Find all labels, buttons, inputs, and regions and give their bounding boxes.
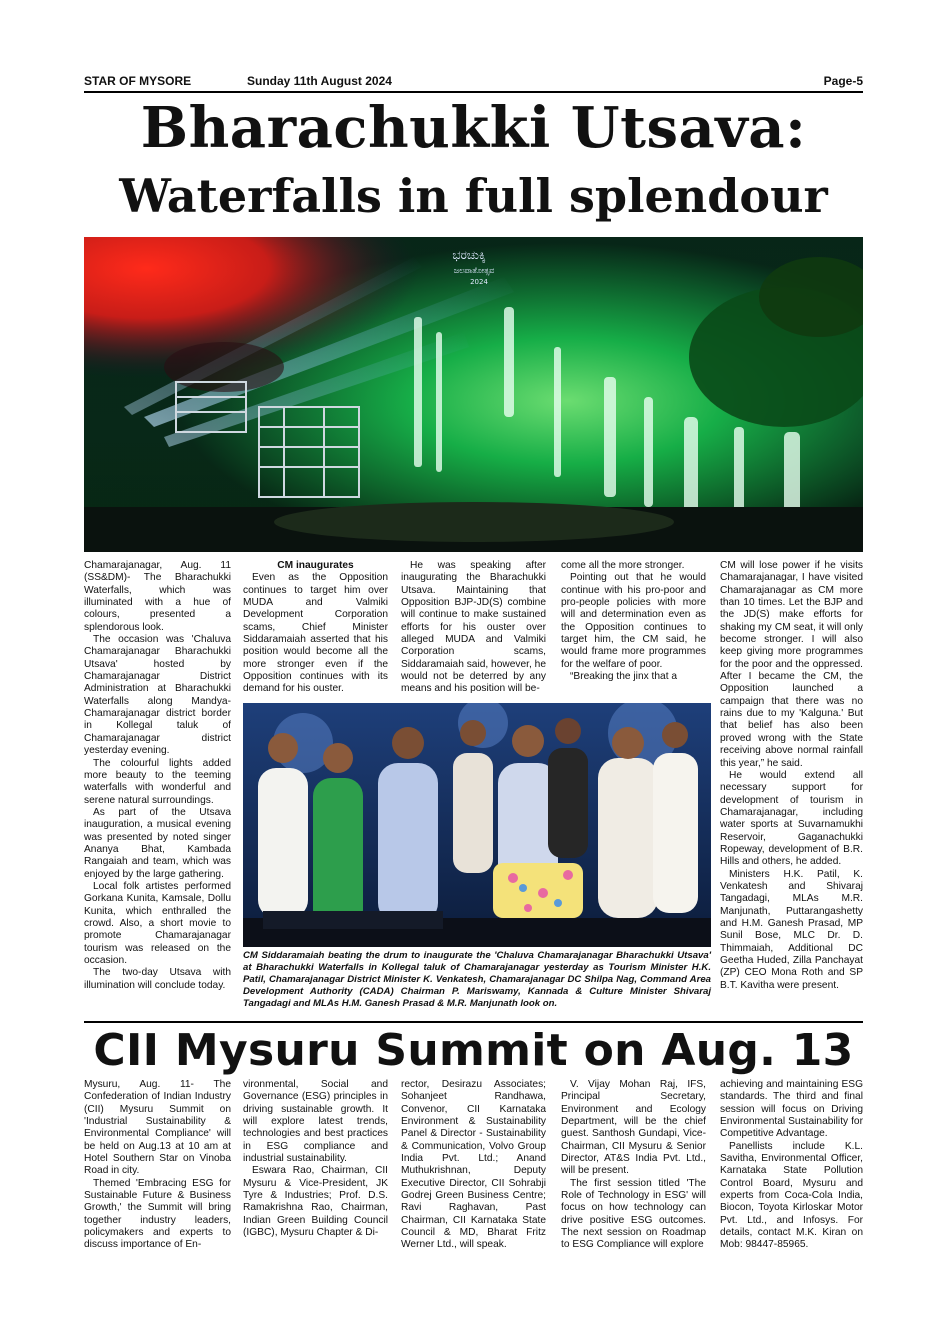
masthead bbox=[84, 74, 863, 90]
subhead-cm-inaugurates: CM inaugurates bbox=[277, 560, 354, 571]
article2-col3: rector, Desirazu Associates; Sohanjeet Randhawa, Convenor, CII Karnataka Environment & Sustainability Panel & Director - Sustainability & Communication, Volvo Group India Pvt. Ltd.; Anand Muthukrishnan, Deputy Executive Director, CII Sohrabji Godrej Green Business Centre; Ravi Raghavan, Past Chairman, CII Karnataka State Council & MD, Bharat Fritz Werner Ltd., will speak. bbox=[401, 1079, 546, 1251]
photo-caption: CM Siddaramaiah beating the drum to inaugurate the 'Chaluva Chamarajanagar Bharachukki Utsava' at Bharachukki Waterfalls in Kollegal taluk of Chamarajanagar yesterday as Tourism Minister H.K. Patil, Chamarajanagar District Minister K. Venkatesh, Chamarajanagar DC Shilpa Nag, Command Area Development Authority (CADA) Chairman P. Mariswamy, Kannada & Culture Minister Shivaraj Tangadagi and MLAs H.M. Ganesh Prasad & M.R. Manjunath look on. bbox=[243, 950, 711, 1010]
banner-subtitle: ಜಲಪಾತೋತ್ಸವ bbox=[453, 266, 495, 275]
section-rule bbox=[84, 1021, 863, 1023]
paper-name: STAR OF MYSORE bbox=[84, 74, 192, 88]
event-photo bbox=[243, 703, 711, 947]
article2-col4: V. Vijay Mohan Raj, IFS, Principal Secretary, Environment and Ecology Department, will be the chief guest. Santhosh Gundapi, Vice-Chairman, CII Mysuru & Senior Director, AT&S India Pvt. Ltd., will be present. The first session titled 'The Role of Technology in ESG' will focus on how technology can drive positive ESG outcomes. The next session on Roadmap to ESG Compliance will explore bbox=[561, 1079, 706, 1251]
waterfall-photo bbox=[84, 237, 863, 552]
article1-col3: He was speaking after inaugurating the Bharachukki Utsava. Maintaining that Opposition BJP-JD(S) combine will continue to make sustained efforts for his ouster over alleged MUDA and Valmiki Corporation scams, Siddaramaiah said, however, he would not be deterred by any means and his position will be- bbox=[401, 560, 546, 695]
issue-date: Sunday 11th August 2024 bbox=[247, 74, 392, 88]
page-number: Page-5 bbox=[823, 74, 863, 88]
article2-col1: Mysuru, Aug. 11- The Confederation of Indian Industry (CII) Mysuru Summit on 'Industrial Sustainability & Environmental Compliance' will be held on Aug.13 at 10 am at Hotel Southern Star on Vinoba Road in city. Themed 'Embracing ESG for Sustainable Future & Business Growth,' the Summit will bring together industry leaders, policymakers and experts to discuss importance of En- bbox=[84, 1079, 231, 1251]
banner-year: 2024 bbox=[470, 278, 488, 286]
masthead-rule bbox=[84, 91, 863, 93]
cii-headline: CII Mysuru Summit on Aug. 13 bbox=[93, 1025, 854, 1076]
main-subheadline: Waterfalls in full splendour bbox=[119, 169, 828, 223]
article1-col4: come all the more stronger. Pointing out that he would continue with his pro-poor and pro-people policies with more will and determination even as the Opposition continues to target him, the CM said, he would frame more programmes for the welfare of poor. “Breaking the jinx that a bbox=[561, 560, 706, 683]
article1-col5: CM will lose power if he visits Chamarajanagar, I have visited Chamarajanagar as CM more than 10 times. Let the BJP and the JD(S) make efforts for shaking my CM seat, it will only become stronger. I will also keep giving more programmes for the poor and the oppressed. After I became the CM, the Opposition launched a campaign that there was no rains due to my 'Kalguna.' But that belief has also been proved wrong with the State receiving above normal rainfall this year,” he said. He would extend all necessary support for development of tourism in Chamarajanagar, including water sports at Suvarnamukhi Reservoir, Gaganachukki Ropeway, development of B.R. Hills and others, he added. Ministers H.K. Patil, K. Venkatesh and Shivaraj Tangadagi, MLAs M.R. Manjunath, Puttarangashetty and H.M. Ganesh Prasad, MP Sunil Bose, MLC Dr. D. Thimmaiah, Additional DC Geetha Huded, Zilla Panchayat (ZP) CEO Mona Roth and SP B.T. Kavitha were present. bbox=[720, 560, 863, 991]
article2-col5: achieving and maintaining ESG standards. The third and final session will focus on Driving Environmental Sustainability for Competitive Advantage. Panellists include K.L. Savitha, Environmental Officer, Karnataka State Pollution Control Board, Mysuru and experts from Coca-Cola India, Biocon, Toyota Kirloskar Motor Pvt. Ltd., and Infosys. For details, contact M.K. Kiran on Mob: 98447-85965. bbox=[720, 1079, 863, 1251]
article2-col2: vironmental, Social and Governance (ESG) principles in driving sustainable growth. It will explore latest trends, technologies and best practices in ESG compliance and industrial sustainability. Eswara Rao, Chairman, CII Mysuru & Vice-President, JK Tyre & Industries; Prof. D.S. Ramakrishna Rao, Chairman, Indian Green Building Council (IGBC), Mysuru Chapter & Di- bbox=[243, 1079, 388, 1239]
article1-col2: CM inaugurates Even as the Opposition continues to target him over MUDA and Valmiki Development Corporation scams, Chief Minister Siddaramaiah asserted that his position would become all the more stronger even if the Opposition continues with its demand for his ouster. bbox=[243, 560, 388, 695]
banner-title: ಭರಚುಕ್ಕಿ bbox=[452, 248, 486, 262]
article1-col1: Chamarajanagar, Aug. 11 (SS&DM)- The Bharachukki Waterfalls, which was illuminated with a hue of colours, presented a splendorous look. The occasion was 'Chaluva Chamarajanagar Bharachukki Utsava' hosted by Chamarajanagar District Administration at Bharachukki Waterfalls along Mandya-Chamarajanagar district border in Kollegal taluk of Chamarajanagar district yesterday evening. The colourful lights added more beauty to the teeming waterfalls with wonderful and serene natural surroundings. As part of the Utsava inauguration, a musical evening was presented by noted singer Ananya Bhat, Kambada Rangaiah and team, which was enjoyed by the large gathering. Local folk artistes performed Gorkana Kunita, Kamsale, Dollu Kunita, which enthralled the crowd. Also, a short movie to promote Chamarajanagar tourism was released on the occasion. The two-day Utsava with illumination will conclude today. bbox=[84, 560, 231, 991]
main-headline: Bharachukki Utsava: bbox=[140, 95, 807, 161]
